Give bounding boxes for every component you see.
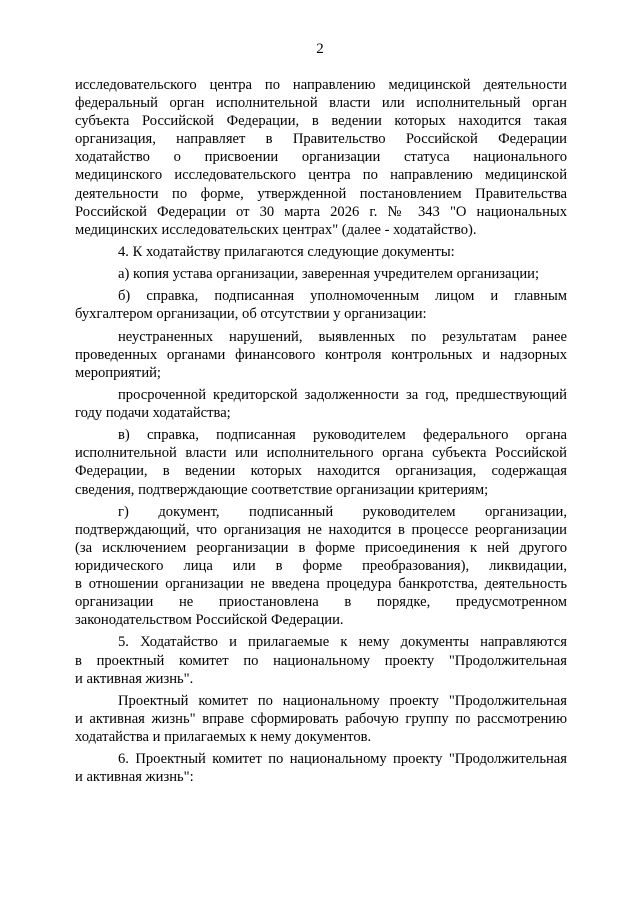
text-line: г) документ, подписанный руководителем организации,: [118, 503, 567, 520]
paragraph: [75, 750, 567, 786]
text-line: организации не приостановлена в порядке, предусмотренном: [75, 594, 567, 611]
paragraph: [75, 503, 567, 630]
text-line: в) справка, подписанная руководителем федерального органа: [118, 427, 567, 444]
text-line: и активная жизнь".: [75, 670, 194, 687]
text-line: просроченной кредиторской задолженности за год, предшествующий: [118, 386, 567, 403]
text-line: медицинских исследовательских центрах" (далее - ходатайство).: [75, 221, 477, 238]
text-line: субъекта Российской Федерации, в ведении которых находится такая: [75, 113, 567, 130]
paragraph: [75, 328, 567, 382]
text-line: юридического лица или в форме преобразования), ликвидации,: [75, 558, 567, 574]
text-line: 6. Проектный комитет по национальному проекту "Продолжительная: [118, 751, 567, 768]
text-line: исполнительной власти или исполнительного органа субъекта Российской: [75, 445, 567, 462]
paragraph: [75, 633, 567, 687]
text-line: мероприятий;: [75, 364, 161, 381]
text-line: в проектный комитет по национальному проекту "Продолжительная: [75, 652, 567, 669]
text-line: сведения, подтверждающие соответствие организации критериям;: [75, 481, 489, 498]
text-line: (за исключением реорганизации в форме присоединения к ней другого: [75, 539, 567, 556]
text-line: подтверждающий, что организация не находится в процессе реорганизации: [75, 521, 567, 538]
text-line: ходатайство о присвоении организации статуса национального: [75, 149, 567, 166]
text-line: Российской Федерации от 30 марта 2026 г. № 343 "О национальных: [75, 203, 567, 220]
paragraph: [75, 243, 567, 261]
text-line: Федерации, в ведении которых находится организация, содержащая: [75, 463, 567, 480]
page-number: 2: [316, 41, 324, 57]
paragraph: [75, 265, 567, 283]
text-line: в отношении организации не введена процедура банкротства, деятельность: [75, 576, 567, 593]
text-line: бухгалтером организации, об отсутствии у организации:: [75, 306, 427, 323]
paragraph: [75, 287, 567, 323]
text-line: ходатайства и прилагаемых к нему документов.: [75, 729, 372, 746]
text-line: б) справка, подписанная уполномоченным лицом и главным: [118, 288, 567, 305]
text-line: 5. Ходатайство и прилагаемые к нему документы направляются: [118, 634, 567, 651]
text-line: 4. К ходатайству прилагаются следующие документы:: [118, 243, 455, 260]
text-line: деятельности по форме, утвержденной постановлением Правительства: [75, 185, 567, 202]
text-line: Проектный комитет по национальному проекту "Продолжительная: [118, 692, 567, 709]
text-line: а) копия устава организации, заверенная учредителем организации;: [118, 266, 540, 283]
text-line: медицинского исследовательского центра по направлению медицинской: [75, 167, 567, 184]
text-line: проведенных органами финансового контроля контрольных и надзорных: [75, 346, 567, 363]
paragraph: [75, 692, 567, 746]
text-line: исследовательского центра по направлению медицинской деятельности: [75, 77, 567, 93]
paragraph: [75, 426, 567, 498]
text-line: неустраненных нарушений, выявленных по результатам ранее: [118, 328, 567, 345]
text-line: году подачи ходатайства;: [75, 405, 231, 422]
text-line: организация, направляет в Правительство Российской Федерации: [75, 131, 567, 148]
text-line: и активная жизнь" вправе сформировать рабочую группу по рассмотрению: [75, 710, 567, 727]
paragraph: [75, 76, 567, 239]
text-line: и активная жизнь":: [75, 769, 194, 786]
document-body: [75, 76, 567, 786]
paragraph: [75, 386, 567, 422]
text-line: федеральный орган исполнительной власти или исполнительный орган: [75, 95, 567, 112]
text-line: законодательством Российской Федерации.: [75, 612, 344, 629]
